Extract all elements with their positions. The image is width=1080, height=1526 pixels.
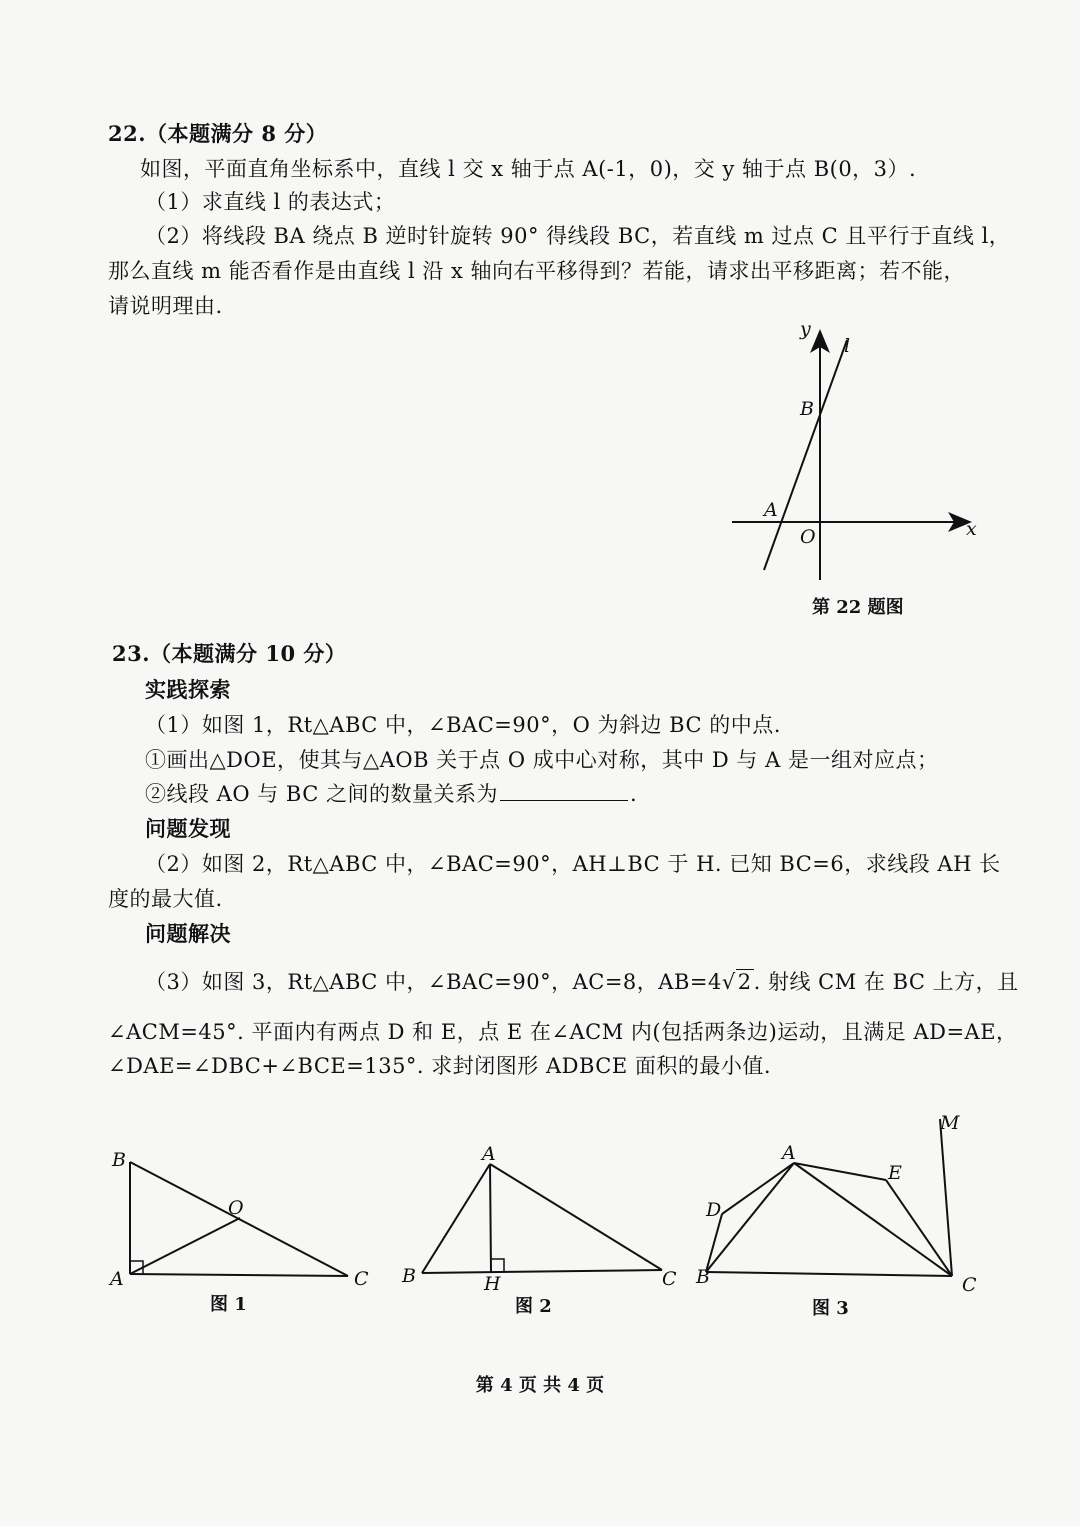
figure-1 — [100, 1140, 390, 1310]
q23-part3-line1 — [145, 968, 1019, 996]
figure-3 — [690, 1105, 990, 1305]
q23-part1: （1）如图 1，Rt△ABC 中，∠BAC=90°，O 为斜边 BC 的中点. — [145, 713, 781, 737]
fig1-label-O: O — [228, 1197, 244, 1219]
label-A: A — [764, 499, 778, 521]
sqrt-radicand: 2 — [737, 970, 752, 994]
q23-part1b-prefix: ②线段 AO 与 BC 之间的数量关系为 — [145, 782, 498, 806]
fig1-label-A: A — [110, 1268, 124, 1290]
q23-part2-line1: （2）如图 2，Rt△ABC 中，∠BAC=90°，AH⊥BC 于 H. 已知 BC=6，求线段 AH 长 — [145, 852, 1001, 876]
fig2-label-C: C — [662, 1268, 677, 1290]
q23-part1b-suffix: . — [629, 782, 638, 806]
q23-part3-line3: ∠DAE=∠DBC+∠BCE=135°. 求封闭图形 ADBCE 面积的最小值. — [108, 1054, 772, 1078]
fig2-label-H: H — [484, 1273, 501, 1295]
answer-blank[interactable] — [500, 780, 628, 801]
q23-part1b — [145, 780, 637, 808]
q22-part2-line1: （2）将线段 BA 绕点 B 逆时针旋转 90° 得线段 BC，若直线 m 过点 C 且平行于直线 l， — [145, 224, 1011, 248]
figure-2 — [400, 1140, 690, 1310]
q23-section-discover: 问题发现 — [145, 816, 231, 841]
q23-part2-line2: 度的最大值. — [108, 887, 223, 911]
q23-part3-suffix: . 射线 CM 在 BC 上方，且 — [753, 970, 1019, 994]
q23-section-solve: 问题解决 — [145, 921, 231, 946]
label-O: O — [800, 526, 816, 548]
q22-part2-line2: 那么直线 m 能否看作是由直线 l 沿 x 轴向右平移得到？若能，请求出平移距离；若不能， — [108, 259, 966, 283]
q22-part1: （1）求直线 l 的表达式； — [145, 190, 396, 214]
fig3-label-A: A — [782, 1142, 796, 1164]
fig3-label-C: C — [962, 1274, 977, 1296]
q22-header: 22.（本题满分 8 分） — [108, 121, 328, 146]
q23-part3-line2: ∠ACM=45°. 平面内有两点 D 和 E，点 E 在∠ACM 内(包括两条边)运动，且满足 AD=AE， — [108, 1020, 1018, 1044]
page-footer: 第 4 页 共 4 页 — [475, 1375, 605, 1396]
fig1-label-B: B — [112, 1149, 126, 1171]
fig1-label-C: C — [354, 1268, 369, 1290]
label-y: y — [800, 318, 811, 340]
fig3-caption: 图 3 — [812, 1298, 849, 1319]
fig1-caption: 图 1 — [210, 1294, 247, 1315]
q23-header: 23.（本题满分 10 分） — [112, 641, 347, 666]
fig3-label-D: D — [706, 1199, 722, 1221]
label-l: l — [844, 335, 851, 357]
q22-figure-caption: 第 22 题图 — [812, 597, 904, 618]
q22-intro: 如图，平面直角坐标系中，直线 l 交 x 轴于点 A(-1，0)，交 y 轴于点 B(0，3）. — [140, 157, 917, 181]
label-B: B — [800, 398, 814, 420]
fig2-label-A: A — [482, 1143, 496, 1165]
q22-part2-line3: 请说明理由. — [108, 294, 223, 318]
fig3-label-B: B — [696, 1266, 710, 1288]
fig2-caption: 图 2 — [515, 1296, 552, 1317]
q22-figure — [720, 315, 1000, 595]
fig3-label-M: M — [940, 1112, 960, 1134]
q23-part1a: ①画出△DOE，使其与△AOB 关于点 O 成中心对称，其中 D 与 A 是一组对应点； — [145, 748, 939, 772]
label-x: x — [966, 518, 977, 540]
fig2-label-B: B — [402, 1265, 416, 1287]
sqrt-symbol: √2 — [721, 970, 752, 994]
q23-part3-prefix: （3）如图 3，Rt△ABC 中，∠BAC=90°，AC=8，AB=4 — [145, 970, 722, 994]
fig3-label-E: E — [888, 1162, 902, 1184]
q23-section-explore: 实践探索 — [145, 677, 231, 702]
